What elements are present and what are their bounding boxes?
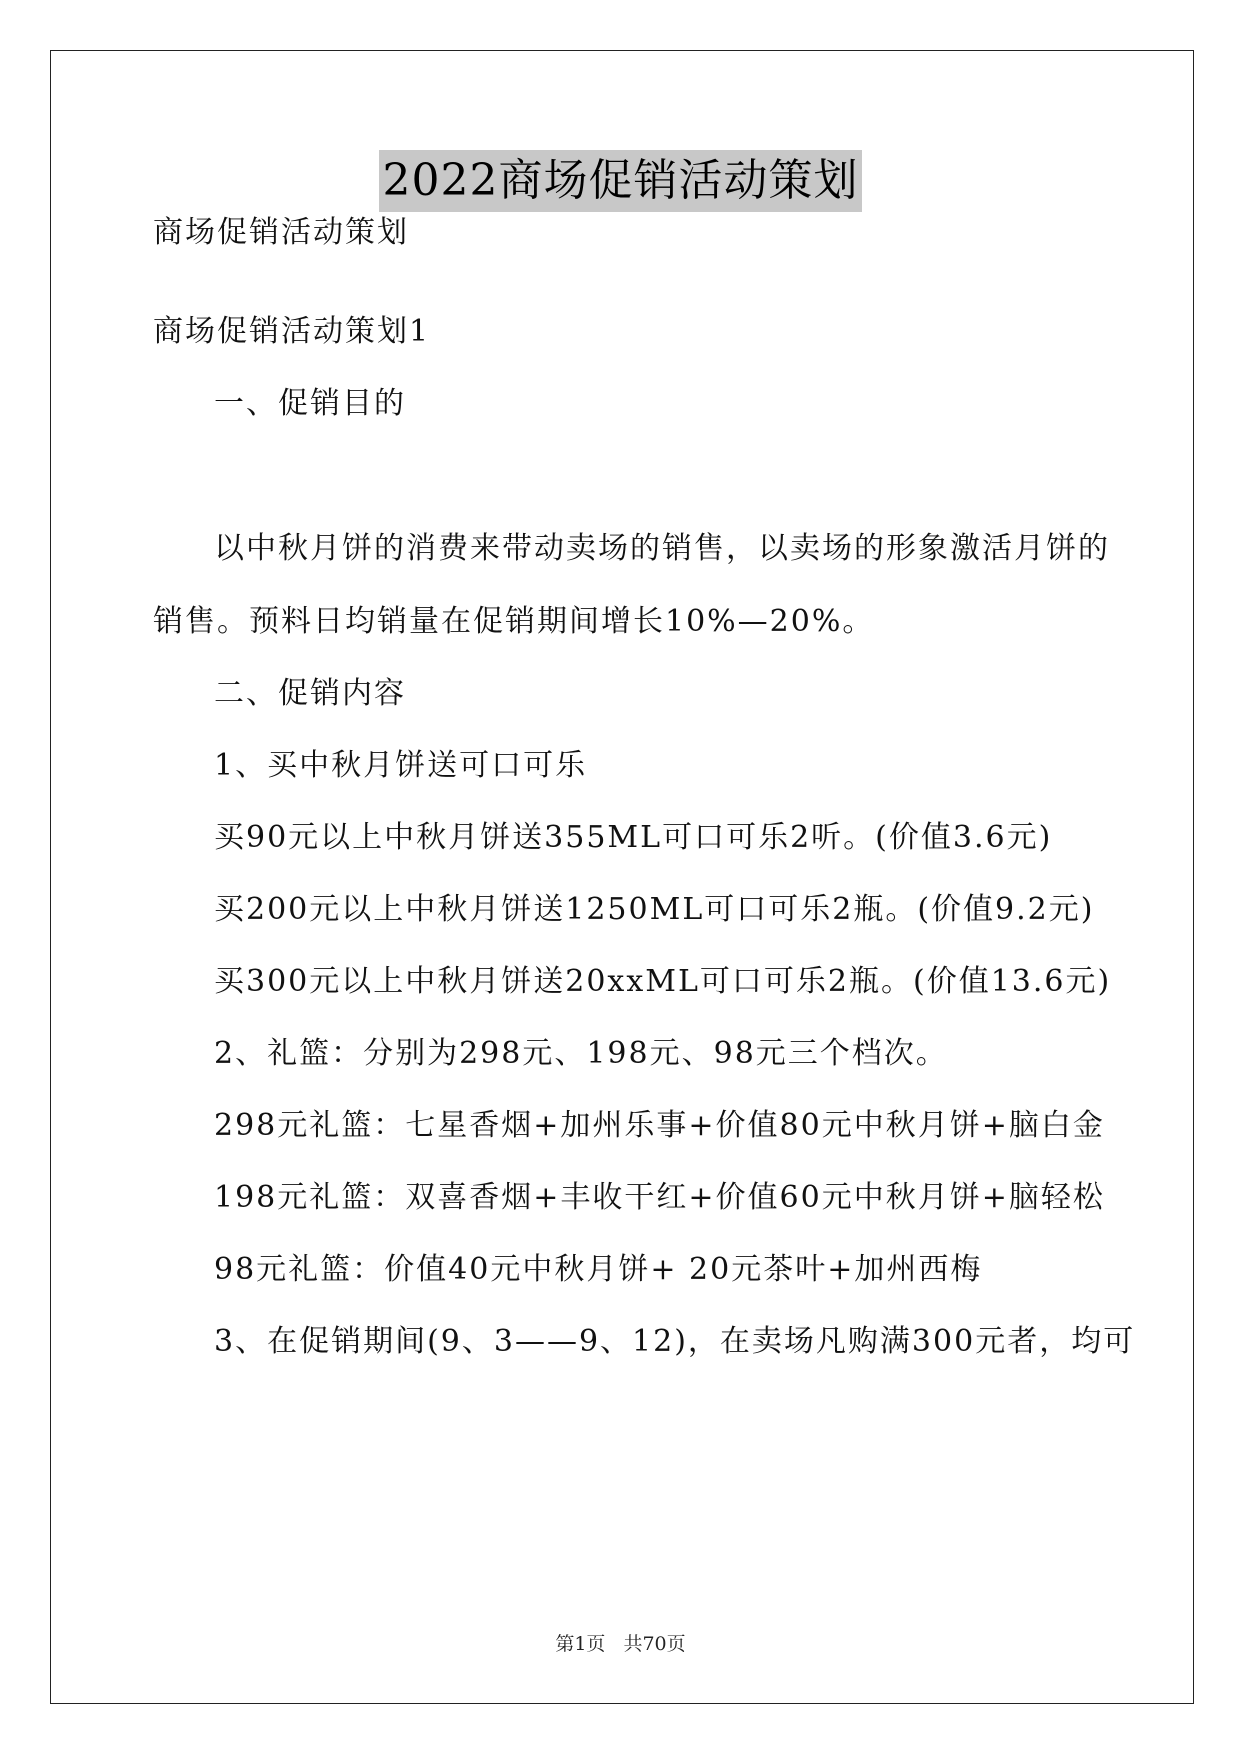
section-heading: 一、促销目的 [214,386,406,421]
list-item: 2、礼篮：分别为298元、198元、98元三个档次。 [214,1036,948,1071]
page-footer [0,1631,1241,1657]
paragraph-line: 商场促销活动策划1 [153,314,431,349]
list-item: 3、在促销期间(9、3——9、12)，在卖场凡购满300元者，均可 [214,1324,1136,1359]
page-number: 第1页 [555,1633,606,1655]
list-item: 1、买中秋月饼送可口可乐 [214,748,588,783]
section-heading: 二、促销内容 [214,676,406,711]
document-title: 2022商场促销活动策划 [379,150,863,212]
paragraph-line: 198元礼篮：双喜香烟+丰收干红+价值60元中秋月饼+脑轻松 [214,1180,1105,1215]
paragraph-line: 以中秋月饼的消费来带动卖场的销售，以卖场的形象激活月饼的 [214,531,1110,566]
page-border [50,50,1194,1704]
paragraph-line: 销售。预料日均销量在促销期间增长10%—20%。 [153,604,875,639]
paragraph-line: 买200元以上中秋月饼送1250ML可口可乐2瓶。(价值9.2元) [214,892,1095,927]
paragraph-line: 买300元以上中秋月饼送20xxML可口可乐2瓶。(价值13.6元) [214,964,1112,999]
paragraph-line: 买90元以上中秋月饼送355ML可口可乐2听。(价值3.6元) [214,820,1053,855]
title-container [0,150,1241,212]
paragraph-line: 298元礼篮：七星香烟+加州乐事+价值80元中秋月饼+脑白金 [214,1108,1105,1143]
paragraph-line: 98元礼篮：价值40元中秋月饼+ 20元茶叶+加州西梅 [214,1252,983,1287]
paragraph-line: 商场促销活动策划 [153,215,409,250]
page-total: 共70页 [623,1633,686,1655]
